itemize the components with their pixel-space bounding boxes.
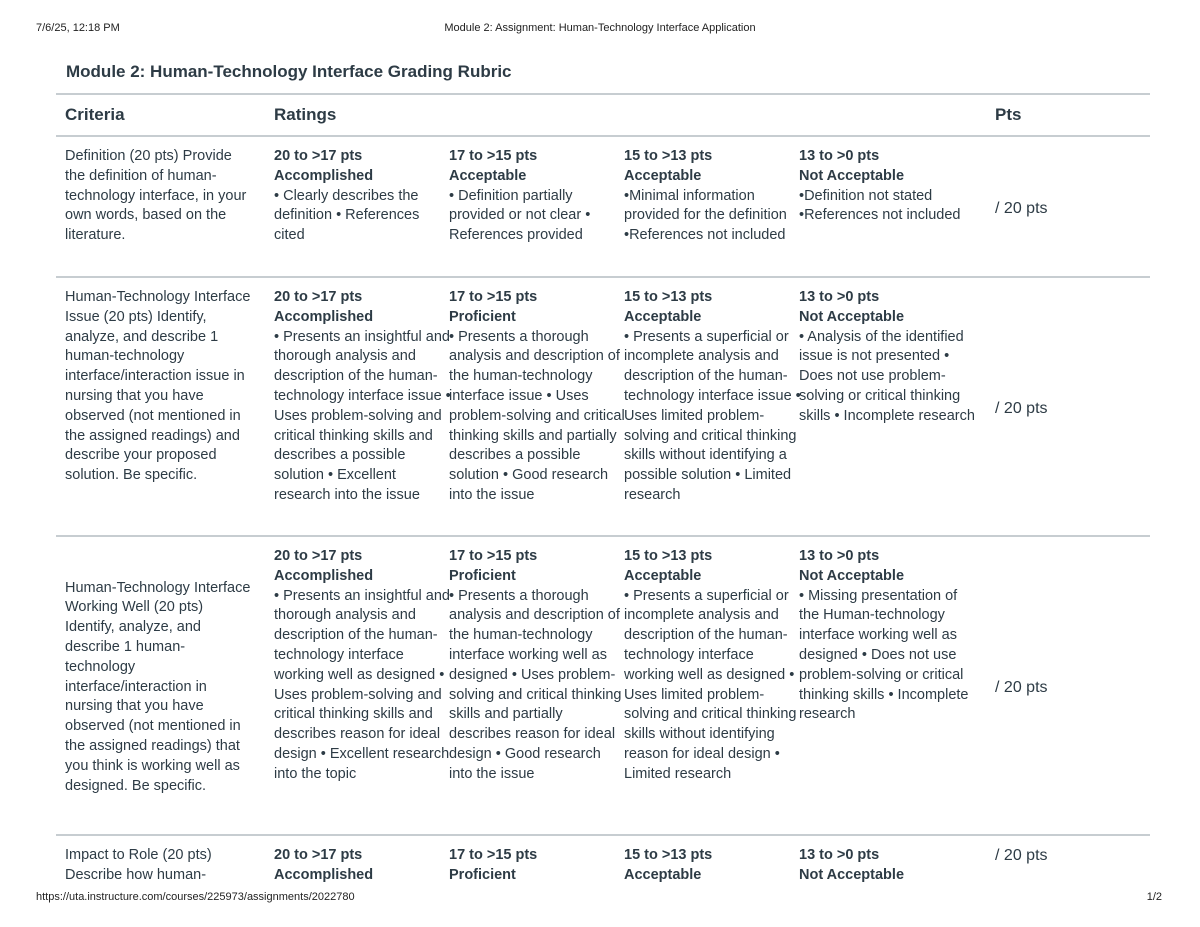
rating-description: • Presents a thorough analysis and description of the human-technology interface working well as designed • Uses problem-solving and critical thinking skills and partially describes reason for ideal design • Good research into the issue (449, 587, 622, 782)
rating-label: Not Acceptable (799, 308, 905, 325)
rating-cell (440, 536, 622, 835)
rubric-row (56, 136, 1150, 277)
rating-label: Proficient (449, 308, 516, 325)
rating-label: Acceptable (624, 567, 702, 584)
criterion-cell: Human-Technology Interface Working Well (20 pts) Identify, analyze, and describe 1 human-technology interface/interaction in nursing that you have observed (not mentioned in the assigned readings) that you think is working well as designed. Be specific. (56, 536, 265, 835)
rating-label: Acceptable (449, 167, 527, 184)
rating-label: Acceptable (624, 308, 702, 325)
grading-rubric-table (56, 93, 1150, 892)
rating-label: Not Acceptable (799, 567, 905, 584)
criterion-cell: Impact to Role (20 pts) Describe how human- (65, 847, 212, 883)
rating-label: Not Acceptable (799, 167, 905, 184)
rating-label: Not Acceptable (799, 866, 905, 883)
rating-description: •Definition not stated •References not included (799, 187, 961, 224)
rating-label: Acceptable (624, 167, 702, 184)
rating-label: Accomplished (274, 167, 374, 184)
rating-description: • Presents a superficial or incomplete analysis and description of the human-technology interface working well as designed • Uses limited problem-solving and critical thinking skills without identifying reason for ideal design • Limited research (624, 587, 797, 782)
rating-cell (615, 835, 790, 892)
rating-points: 17 to >15 pts (449, 548, 538, 564)
rating-points: 20 to >17 pts (274, 847, 363, 863)
rating-cell (790, 536, 986, 835)
rubric-header-row (56, 94, 1150, 136)
print-header-title: Module 2: Assignment: Human-Technology Interface Application (444, 22, 756, 34)
rating-cell (440, 136, 615, 277)
rubric-row (56, 277, 1150, 536)
rating-cell (615, 136, 790, 277)
rating-cell (440, 835, 615, 892)
rating-points: 15 to >13 pts (624, 548, 713, 564)
rating-cell (265, 536, 450, 835)
rating-description: • Presents a superficial or incomplete analysis and description of the human-technology interface issue • Uses limited problem-solving and critical thinking skills without identifying a possible solution • Limited research (624, 328, 801, 503)
print-footer-url: https://uta.instructure.com/courses/225973/assignments/2022780 (36, 891, 355, 903)
rating-cell (265, 835, 440, 892)
rating-points: 13 to >0 pts (799, 148, 880, 164)
rating-points: 20 to >17 pts (274, 289, 363, 305)
rating-label: Acceptable (624, 866, 702, 883)
rubric-title: Module 2: Human-Technology Interface Grading Rubric (66, 62, 512, 81)
rating-description: • Clearly describes the definition • References cited (274, 187, 420, 244)
criterion-cell: Definition (20 pts) Provide the definition of human-technology interface, in your own words, based on the literature. (56, 136, 265, 277)
criterion-cell: Human-Technology Interface Issue (20 pts) Identify, analyze, and describe 1 human-technology interface/interaction issue in nursing that you have observed (not mentioned in the assigned readings) and describe your proposed solution. Be specific. (56, 277, 265, 536)
rating-points: 17 to >15 pts (449, 148, 538, 164)
print-date: 7/6/25, 12:18 PM (36, 22, 120, 34)
rating-points: 15 to >13 pts (624, 289, 713, 305)
rating-label: Proficient (449, 866, 516, 883)
rubric-row (56, 536, 1150, 835)
page-number: 1/2 (1146, 891, 1162, 903)
pts-header: Pts (986, 94, 1150, 136)
points-cell: / 20 pts (986, 277, 1150, 536)
rating-cell (265, 277, 451, 536)
rating-points: 13 to >0 pts (799, 548, 880, 564)
rating-points: 13 to >0 pts (799, 847, 880, 863)
rating-cell (615, 277, 801, 536)
rating-description: • Analysis of the identified issue is not presented • Does not use problem-solving or critical thinking skills • Incomplete research (799, 328, 975, 424)
rating-cell (790, 136, 986, 277)
rubric-row (56, 835, 1150, 892)
rating-cell (790, 835, 986, 892)
rating-points: 15 to >13 pts (624, 148, 713, 164)
rating-points: 17 to >15 pts (449, 847, 538, 863)
points-cell: / 20 pts (995, 847, 1048, 864)
rating-label: Proficient (449, 567, 516, 584)
rating-description: •Minimal information provided for the definition •References not included (624, 187, 787, 244)
rating-description: • Definition partially provided or not clear • References provided (449, 187, 591, 244)
rating-label: Accomplished (274, 308, 374, 325)
rating-cell (440, 277, 625, 536)
rating-description: • Missing presentation of the Human-technology interface working well as designed • Does not use problem-solving or critical thinking skills • Incomplete research (799, 587, 969, 723)
rating-points: 20 to >17 pts (274, 548, 363, 564)
rating-label: Accomplished (274, 567, 374, 584)
rating-points: 17 to >15 pts (449, 289, 538, 305)
points-cell: / 20 pts (986, 536, 1150, 835)
rating-cell (615, 536, 797, 835)
points-cell: / 20 pts (986, 136, 1150, 277)
rating-points: 20 to >17 pts (274, 148, 363, 164)
rating-cell (790, 277, 986, 536)
rating-points: 13 to >0 pts (799, 289, 880, 305)
ratings-header: Ratings (265, 94, 986, 136)
criteria-header: Criteria (56, 94, 265, 136)
rating-cell (265, 136, 440, 277)
rating-description: • Presents a thorough analysis and description of the human-technology interface issue • Uses problem-solving and critical thinking skills and partially describes a possible solution • Good research into the issue (449, 328, 625, 503)
rating-description: • Presents an insightful and thorough analysis and description of the human-technology interface issue • Uses problem-solving and critical thinking skills and describes a possible solution • Excellent research into the issue (274, 328, 451, 503)
rating-points: 15 to >13 pts (624, 847, 713, 863)
rating-description: • Presents an insightful and thorough analysis and description of the human-technology interface working well as designed • Uses problem-solving and critical thinking skills and describes reason for ideal design • Excellent research into the topic (274, 587, 450, 782)
rating-label: Accomplished (274, 866, 374, 883)
